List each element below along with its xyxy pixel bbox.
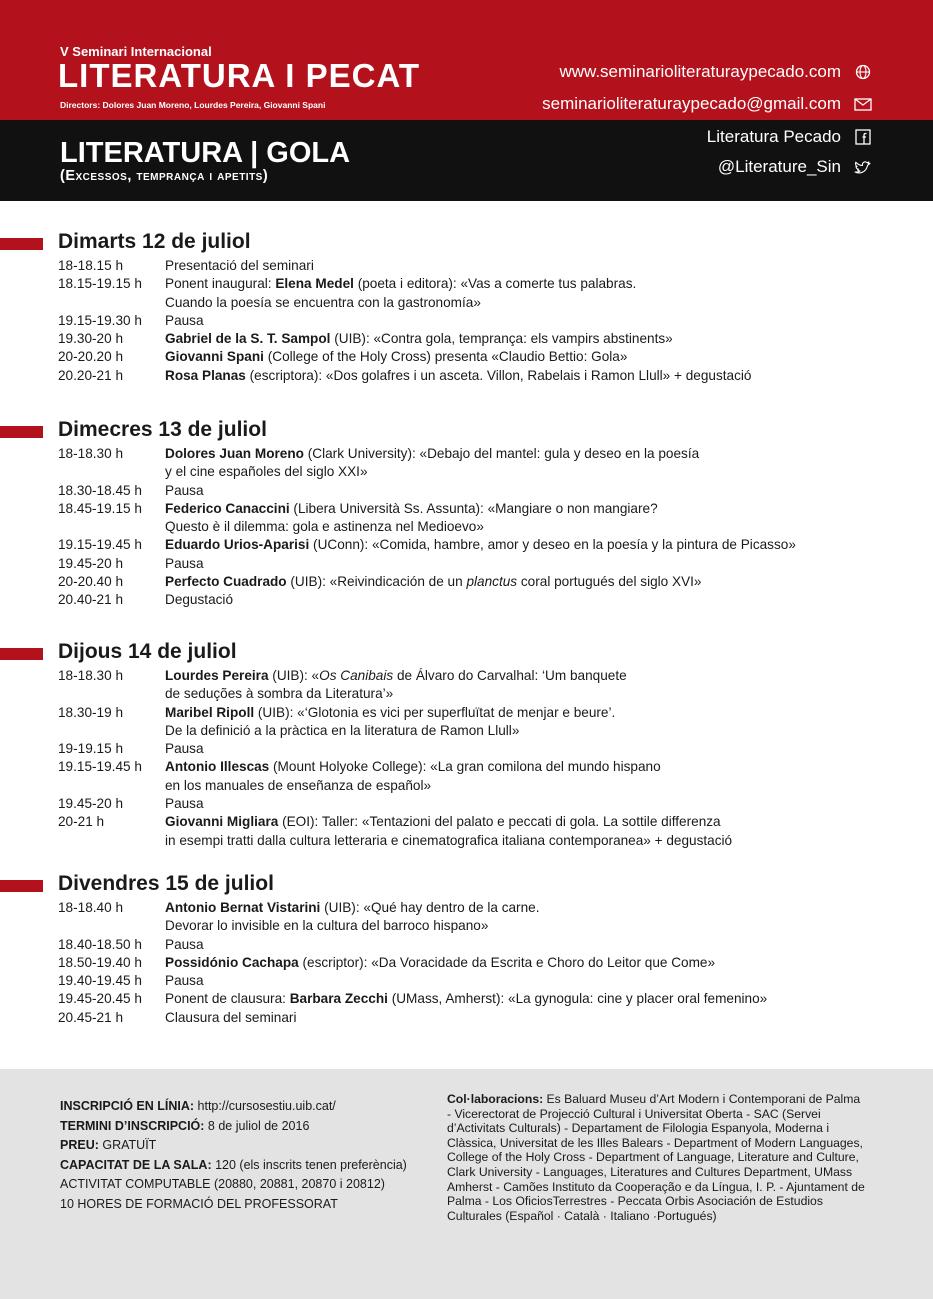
schedule-list [58, 899, 888, 1027]
text-segment: (UIB): «‘Glotonia es vici per superfluïtat de menjar e beure’. [254, 704, 616, 720]
session-description [165, 990, 888, 1008]
schedule-row-continuation [58, 463, 888, 481]
contact-text: @Literature_Sin [717, 157, 841, 176]
schedule-row-continuation [58, 917, 888, 935]
schedule-row [58, 740, 888, 758]
speaker-name: Dolores Juan Moreno [165, 446, 304, 461]
schedule-list [58, 445, 888, 610]
text-segment: Questo è il dilemma: gola e astinenza nel Medioevo» [165, 519, 484, 535]
speaker-name: Perfecto Cuadrado [165, 574, 287, 590]
speaker-name: Giovanni Migliara [165, 814, 279, 830]
speaker-name: Eduardo Urios-Aparisi [165, 537, 310, 553]
schedule-row-continuation [58, 685, 888, 703]
session-description [165, 795, 888, 813]
mail-icon [853, 94, 873, 114]
speaker-name: Gabriel de la S. T. Sampol [165, 331, 331, 347]
session-description [165, 555, 888, 573]
session-description [165, 463, 888, 481]
time-slot [58, 294, 165, 312]
day-title: Dimarts 12 de juliol [58, 230, 251, 253]
text-segment: (Mount Holyoke College): «La gran comilona del mundo hispano [269, 759, 661, 775]
time-slot [58, 685, 165, 703]
session-description [165, 758, 888, 776]
brand-directors: Directors: Dolores Juan Moreno, Lourdes Pereira, Giovanni Spani [60, 100, 326, 110]
text-segment: Pausa [165, 741, 204, 757]
contact-text: Literatura Pecado [706, 127, 841, 146]
time-slot [58, 722, 165, 740]
session-description [165, 917, 888, 935]
day-marker [0, 880, 43, 892]
text-segment: (UIB): «Contra gola, temprança: els vampirs abstinents» [330, 331, 673, 347]
speaker-name: Antonio Illescas [165, 759, 270, 775]
text-segment: (UMass, Amherst): «La gynogula: cine y placer oral femenino» [387, 991, 768, 1007]
facebook-icon [853, 127, 873, 147]
schedule-row [58, 704, 888, 722]
time-slot: 20.40-21 h [58, 592, 124, 608]
text-segment: Pausa [165, 936, 204, 952]
schedule-row [58, 990, 888, 1008]
email-link[interactable] [542, 94, 873, 114]
day-title: Dimecres 13 de juliol [58, 418, 267, 441]
info-line [60, 1117, 407, 1137]
text-segment: in esempi tratti dalla cultura letteraria e cinematografica italiana contemporanea» + degustació [165, 832, 733, 848]
time-slot: 18.30-19 h [58, 704, 124, 720]
schedule-row [58, 482, 888, 500]
text-segment: (College of the Holy Cross) presenta «Claudio Bettio: Gola» [263, 349, 628, 365]
text-segment: (UIB): «Qué hay dentro de la carne. [320, 900, 540, 915]
session-description [165, 348, 888, 366]
text-segment: 120 (els inscrits tenen preferència) [211, 1157, 407, 1172]
session-description [165, 813, 888, 831]
text-segment: De la definició a la pràctica en la literatura de Ramon Llull» [165, 722, 520, 738]
text-segment: (UIB): «Reivindicación de un [286, 574, 467, 590]
session-description [165, 685, 888, 703]
schedule-row [58, 500, 888, 518]
text-segment: Pausa [165, 312, 204, 328]
time-slot: 19.15-19.45 h [58, 759, 142, 775]
text-segment: Pausa [165, 555, 204, 571]
schedule-row [58, 555, 888, 573]
text-segment: (UConn): «Comida, hambre, amor y deseo en la poesía y la pintura de Picasso» [309, 537, 796, 553]
info-line [60, 1136, 407, 1156]
time-slot: 18.50-19.40 h [58, 954, 142, 970]
text-segment: Pausa [165, 973, 204, 989]
speaker-name: CAPACITAT DE LA SALA: [60, 1157, 212, 1172]
time-slot [58, 518, 165, 536]
time-slot: 20-20.20 h [58, 349, 124, 365]
brand-logo-title: LITERATURA I PECAT [58, 57, 421, 94]
time-slot: 19.45-20 h [58, 796, 124, 812]
session-description [165, 740, 888, 758]
session-description [165, 257, 888, 275]
schedule-row-continuation [58, 777, 888, 795]
session-description [165, 722, 888, 740]
info-line [60, 1097, 407, 1117]
session-description [165, 1009, 888, 1027]
time-slot [58, 777, 165, 795]
speaker-name: Rosa Planas [165, 367, 246, 383]
text-segment: (Clark University): «Debajo del mantel: gula y deseo en la poesía [303, 446, 700, 461]
schedule-row [58, 348, 888, 366]
italic-title: planctus [466, 574, 518, 590]
text-segment: Pausa [165, 482, 204, 498]
speaker-name: Maribel Ripoll [165, 704, 255, 720]
session-description [165, 367, 888, 385]
text-segment: (EOI): Taller: «Tentazioni del palato e peccati di gola. La sottile differenza [278, 814, 721, 830]
event-title: LITERATURA | GOLA [60, 137, 351, 169]
session-description [165, 777, 888, 795]
text-segment: y el cine españoles del siglo XXI» [165, 464, 368, 480]
time-slot: 18-18.40 h [58, 900, 124, 915]
schedule-row [58, 257, 888, 275]
speaker-name: Possidónio Cachapa [165, 954, 299, 970]
time-slot: 20.20-21 h [58, 367, 124, 383]
text-segment: Degustació [165, 592, 234, 608]
time-slot: 18-18.30 h [58, 668, 124, 683]
speaker-name: Lourdes Pereira [165, 668, 269, 683]
session-description [165, 275, 888, 293]
time-slot: 19.45-20.45 h [58, 991, 142, 1007]
session-description [165, 936, 888, 954]
schedule-row [58, 536, 888, 554]
speaker-name: Elena Medel [275, 276, 354, 292]
text-segment: coral portugués del siglo XVI» [517, 574, 702, 590]
time-slot: 19.30-20 h [58, 331, 124, 347]
session-description [165, 536, 888, 554]
contact-text: www.seminarioliteraturaypecado.com [559, 62, 841, 81]
time-slot: 20-20.40 h [58, 574, 124, 590]
speaker-name: Federico Canaccini [165, 500, 290, 516]
time-slot: 18-18.15 h [58, 258, 124, 273]
text-segment: (escriptor): «Da Voracidade da Escrita e Choro do Leitor que Come» [298, 954, 716, 970]
time-slot: 19.15-19.30 h [58, 312, 142, 328]
time-slot [58, 917, 165, 935]
day-title: Dijous 14 de juliol [58, 640, 237, 663]
session-description [165, 899, 888, 917]
speaker-name: Giovanni Spani [165, 349, 264, 365]
time-slot: 18.45-19.15 h [58, 500, 142, 516]
time-slot: 18.15-19.15 h [58, 276, 142, 292]
schedule-row [58, 275, 888, 293]
text-segment: Ponent inaugural: [165, 276, 276, 292]
twitter-icon [853, 157, 873, 177]
schedule-row [58, 591, 888, 609]
schedule-list [58, 257, 888, 385]
session-description [165, 312, 888, 330]
schedule-row [58, 813, 888, 831]
speaker-name: Barbara Zecchi [289, 991, 388, 1007]
speaker-name: INSCRIPCIÓ EN LÍNIA: [60, 1099, 195, 1113]
footer-panel [0, 1069, 933, 1299]
time-slot [58, 832, 165, 850]
session-description [165, 704, 888, 722]
schedule-row-continuation [58, 722, 888, 740]
session-description [165, 972, 888, 990]
session-description [165, 573, 888, 591]
schedule-row [58, 573, 888, 591]
session-description [165, 667, 888, 685]
schedule-row [58, 1009, 888, 1027]
session-description [165, 518, 888, 536]
speaker-name: PREU: [60, 1138, 99, 1152]
globe-icon [853, 62, 873, 82]
schedule-row [58, 899, 888, 917]
schedule-row [58, 667, 888, 685]
day-marker [0, 426, 43, 438]
schedule-row-continuation [58, 518, 888, 536]
time-slot: 19.45-20 h [58, 555, 124, 571]
text-segment: ACTIVITAT COMPUTABLE (20880, 20881, 20870 i 20812) [60, 1177, 385, 1191]
collaborations-text: Es Baluard Museu d’Art Modern i Contemporani de Palma - Vicerectorat de Projecció Cultural i Universitat Oberta - SAC (Servei d’Activitats Culturals) - Departament de Filologia Espanyola, Moderna i Clàssica, Universitat de les Illes Balears - Department of Modern Languages, College of the Holy Cross - Department of Language, Literature and Culture, Clark University - Languages, Literatures and Cultures Department, UMass Amherst - Camões Instituto da Cooperação e da Língua, I. P. - Ajuntament de Palma - Los OficiosTerrestres - Peccata Orbis Asociación de Estudios Culturales (Español · Català · Italiano ·Portugués) [447, 1092, 865, 1223]
time-slot: 18.30-18.45 h [58, 482, 142, 498]
collaborations-label: Col·laboracions: [447, 1092, 544, 1106]
day-marker [0, 648, 43, 660]
session-description [165, 591, 888, 609]
schedule-row-continuation [58, 832, 888, 850]
collaborations [447, 1092, 867, 1223]
twitter-link[interactable] [718, 157, 873, 177]
time-slot: 18-18.30 h [58, 446, 124, 461]
session-description [165, 445, 888, 463]
website-link[interactable] [559, 62, 873, 82]
schedule-row [58, 954, 888, 972]
text-segment: http://cursosestiu.uib.cat/ [194, 1099, 336, 1113]
time-slot: 20-21 h [58, 814, 105, 830]
text-segment: GRATUÏT [98, 1138, 157, 1152]
session-description [165, 500, 888, 518]
text-segment: en los manuales de enseñanza de español» [165, 777, 432, 793]
text-segment: (poeta i editora): «Vas a comerte tus palabras. [353, 276, 637, 292]
session-description [165, 330, 888, 348]
schedule-row [58, 445, 888, 463]
time-slot: 18.40-18.50 h [58, 936, 142, 952]
text-segment: Ponent de clausura: [165, 991, 290, 1007]
session-description [165, 832, 888, 850]
session-description [165, 954, 888, 972]
schedule-row [58, 972, 888, 990]
time-slot [58, 463, 165, 481]
text-segment: (UIB): « [268, 668, 320, 683]
schedule-row [58, 758, 888, 776]
contact-text: seminarioliteraturaypecado@gmail.com [542, 94, 841, 113]
facebook-link[interactable] [707, 127, 873, 147]
schedule-row [58, 312, 888, 330]
text-segment: Presentació del seminari [165, 258, 314, 273]
time-slot: 19.40-19.45 h [58, 973, 142, 989]
brand-supertitle: V Seminari Internacional [60, 44, 212, 59]
info-line [60, 1195, 407, 1215]
session-description [165, 482, 888, 500]
registration-info [60, 1097, 407, 1214]
schedule-row [58, 330, 888, 348]
session-description [165, 294, 888, 312]
text-segment: de Álvaro do Carvalhal: ‘Um banquete [393, 668, 627, 683]
text-segment: (escriptora): «Dos golafres i un asceta. Villon, Rabelais i Ramon Llull» + degustació [245, 367, 752, 383]
schedule-row [58, 936, 888, 954]
schedule-list [58, 667, 888, 850]
text-segment: 10 HORES DE FORMACIÓ DEL PROFESSORAT [60, 1196, 338, 1211]
event-subtitle: (Excessos, temprança i apetits) [60, 168, 269, 184]
schedule-row-continuation [58, 294, 888, 312]
schedule-row [58, 795, 888, 813]
text-segment: Pausa [165, 796, 204, 812]
time-slot: 19-19.15 h [58, 741, 124, 757]
text-segment: 8 de juliol de 2016 [204, 1118, 310, 1133]
info-line [60, 1156, 407, 1176]
text-segment: Clausura del seminari [165, 1009, 297, 1025]
speaker-name: TERMINI D’INSCRIPCIÓ: [60, 1118, 205, 1133]
day-title: Divendres 15 de juliol [58, 872, 274, 895]
info-line [60, 1175, 407, 1195]
time-slot: 20.45-21 h [58, 1009, 124, 1025]
speaker-name: Antonio Bernat Vistarini [165, 900, 321, 915]
italic-title: Os Canibais [319, 668, 394, 683]
text-segment: de seduções à sombra da Literatura’» [165, 686, 394, 702]
text-segment: (Libera Università Ss. Assunta): «Mangiare o non mangiare? [289, 500, 658, 516]
schedule-row [58, 367, 888, 385]
text-segment: Devorar lo invisible en la cultura del barroco hispano» [165, 918, 489, 934]
day-marker [0, 238, 43, 250]
text-segment: Cuando la poesía se encuentra con la gastronomía» [165, 294, 481, 310]
time-slot: 19.15-19.45 h [58, 537, 142, 553]
